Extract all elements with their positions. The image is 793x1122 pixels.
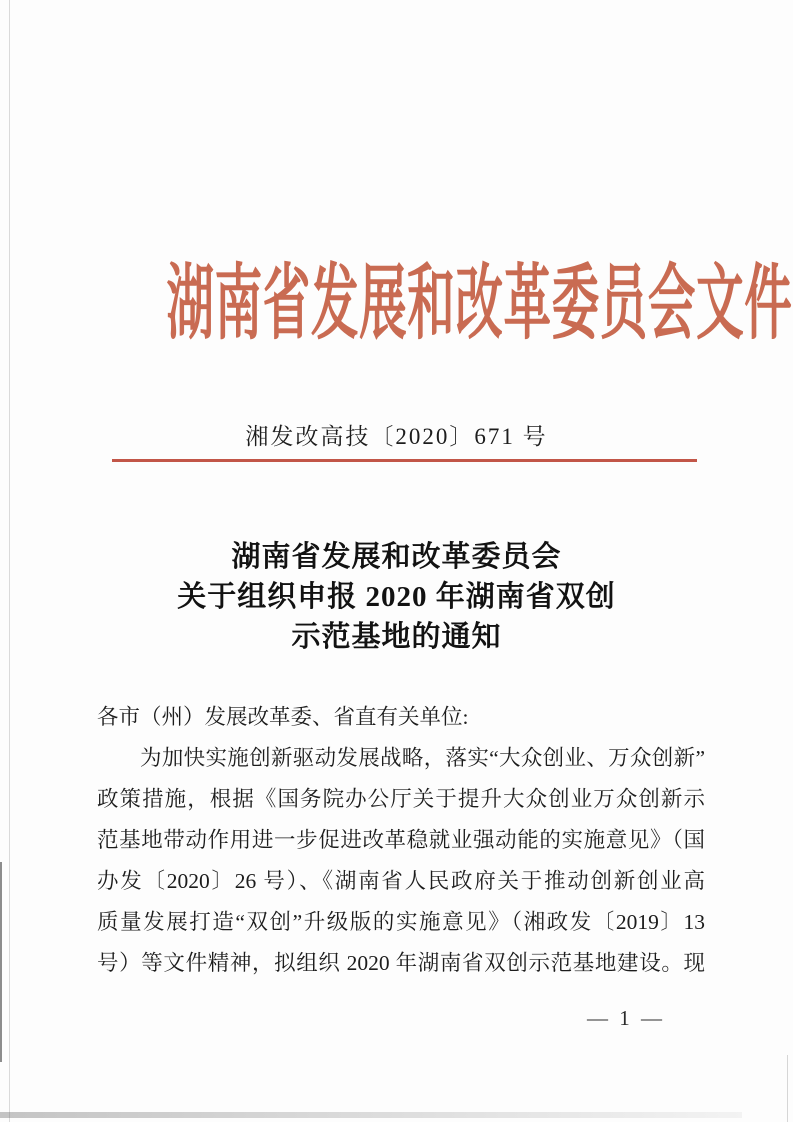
body-line: 政策措施，根据《国务院办公厅关于提升大众创业万众创新示	[97, 787, 705, 811]
document-body	[97, 697, 705, 984]
body-line: 为加快实施创新驱动发展战略，落实“大众创业、万众创新”	[140, 746, 705, 770]
notice-title-line-1: 湖南省发展和改革委员会	[231, 541, 562, 573]
scan-edge-artifact-left	[9, 0, 10, 1122]
notice-title-line-3: 示范基地的通知	[291, 621, 502, 653]
salutation-line: 各市（州）发展改革委、省直有关单位:	[97, 705, 469, 729]
scan-edge-artifact-right	[787, 1055, 788, 1122]
scan-edge-artifact-left-dark	[0, 862, 2, 1062]
red-separator-line	[112, 459, 697, 462]
notice-title-line-2: 关于组织申报 2020 年湖南省双创	[177, 581, 616, 613]
scan-edge-artifact-bottom	[0, 1112, 742, 1118]
body-line: 号）等文件精神，拟组织 2020 年湖南省双创示范基地建设。现	[97, 951, 705, 975]
notice-title	[0, 537, 793, 657]
body-line: 质量发展打造“双创”升级版的实施意见》（湘政发〔2019〕13	[97, 910, 705, 934]
page-number: — 1 —	[587, 1006, 665, 1030]
body-line: 范基地带动作用进一步促进改革稳就业强动能的实施意见》（国	[97, 828, 705, 852]
document-number: 湘发改高技〔2020〕671 号	[245, 424, 548, 449]
body-line: 办发〔2020〕26 号）、《湖南省人民政府关于推动创新创业高	[97, 869, 705, 893]
agency-banner-title: 湖南省发展和改革委员会文件	[166, 258, 793, 349]
